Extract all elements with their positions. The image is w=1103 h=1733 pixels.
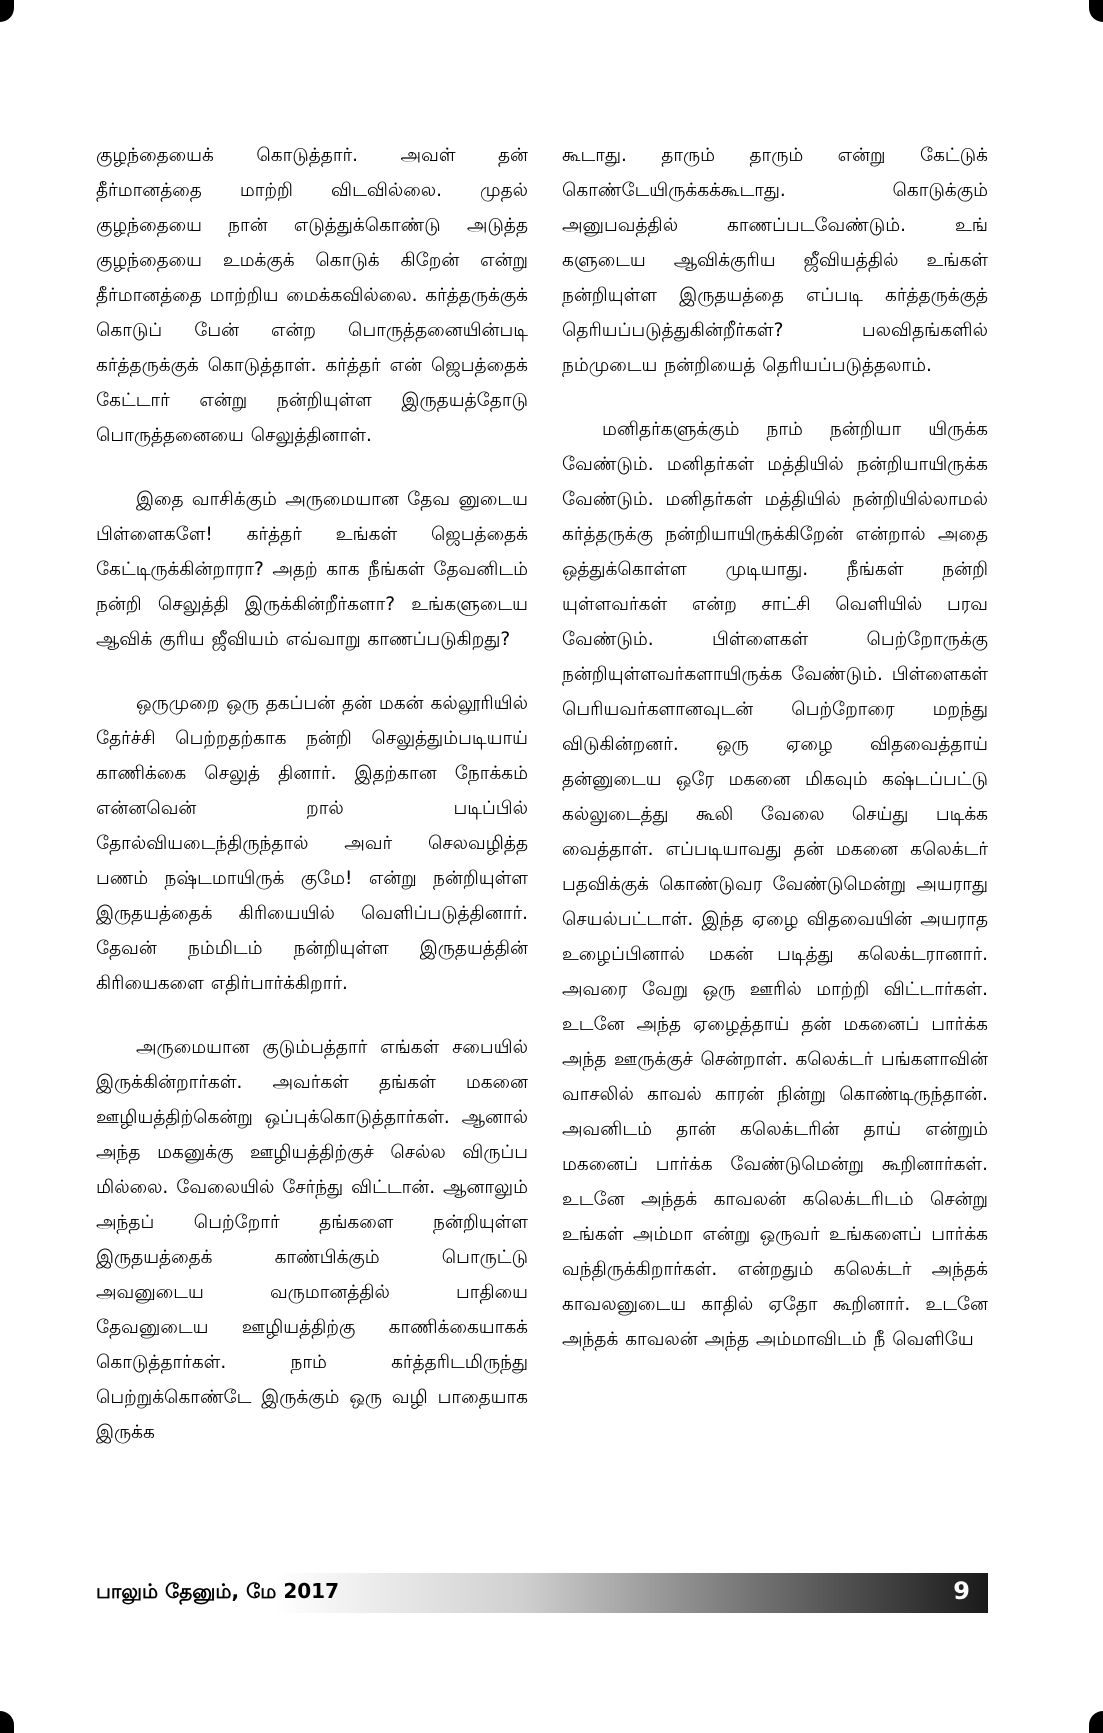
paragraph: அருமையான குடும்பத்தார் எங்கள் சபையில் இருக்கின்றார்கள். அவர்கள் தங்கள் மகனை ஊழியத்திற்கென்று ஒப்புக்கொடுத்தார்கள். ஆனால் அந்த மகனுக்கு ஊழியத்திற்குச் செல்ல விருப்ப மில்லை. வேலையில் சேர்ந்து விட்டான். ஆனாலும் அந்தப் பெற்றோர் தங்களை நன்றியுள்ள இருதயத்தைக் காண்பிக்கும் பொருட்டு அவனுடைய வருமானத்தில் பாதியை தேவனுடைய ஊழியத்திற்கு காணிக்கையாகக் கொடுத்தார்கள். நாம் கர்த்தரிடமிருந்து பெற்றுக்கொண்டே இருக்கும் ஒரு வழி பாதையாக இருக்க <box>96 1037 528 1443</box>
paragraph: இதை வாசிக்கும் அருமையான தேவ னுடைய பிள்ளைகளே! கர்த்தர் உங்கள் ஜெபத்தைக் கேட்டிருக்கின்றாரா? அதற் காக நீங்கள் தேவனிடம் நன்றி செலுத்தி இருக்கின்றீர்களா? உங்களுடைய ஆவிக் குரிய ஜீவியம் எவ்வாறு காணப்படுகிறது? <box>96 489 528 650</box>
paragraph: மனிதர்களுக்கும் நாம் நன்றியா யிருக்க வேண்டும். மனிதர்கள் மத்தியில் நன்றியாயிருக்க வேண்டும். மனிதர்கள் மத்தியில் நன்றியில்லாமல் கர்த்தருக்கு நன்றியாயிருக்கிறேன் என்றால் அதை ஒத்துக்கொள்ள முடியாது. நீங்கள் நன்றி யுள்ளவர்கள் என்ற சாட்சி வெளியில் பரவ வேண்டும். பிள்ளைகள் பெற்றோருக்கு நன்றியுள்ளவர்களாயிருக்க வேண்டும். பிள்ளைகள் பெரியவர்களானவுடன் பெற்றோரை மறந்து விடுகின்றனர். ஒரு ஏழை விதவைத்தாய் தன்னுடைய ஒரே மகனை மிகவும் கஷ்டப்பட்டு கல்லுடைத்து கூலி வேலை செய்து படிக்க வைத்தாள். எப்படியாவது தன் மகனை கலெக்டர் பதவிக்குக் கொண்டுவர வேண்டுமென்று அயராது செயல்பட்டாள். இந்த ஏழை விதவையின் அயராத உழைப்பினால் மகன் படித்து கலெக்டரானார். அவரை வேறு ஒரு ஊரில் மாற்றி விட்டார்கள். உடனே அந்த ஏழைத்தாய் தன் மகனைப் பார்க்க அந்த ஊருக்குச் சென்றாள். கலெக்டர் பங்களாவின் வாசலில் காவல் காரன் நின்று கொண்டிருந்தான். அவனிடம் தான் கலெக்டரின் தாய் என்றும் மகனைப் பார்க்க வேண்டுமென்று கூறினார்கள். உடனே அந்தக் காவலன் கலெக்டரிடம் சென்று உங்கள் அம்மா என்று ஒருவர் உங்களைப் பார்க்க வந்திருக்கிறார்கள். என்றதும் கலெக்டர் அந்தக் காவலனுடைய காதில் ஏதோ கூறினார். உடனே அந்தக் காவலன் அந்த அம்மாவிடம் நீ வெளியே <box>562 419 988 1350</box>
paragraph: குழந்தையைக் கொடுத்தார். அவள் தன் தீர்மானத்தை மாற்றி விடவில்லை. முதல் குழந்தையை நான் எடுத்துக்கொண்டு அடுத்த குழந்தையை உமக்குக் கொடுக் கிறேன் என்று தீர்மானத்தை மாற்றிய மைக்கவில்லை. கர்த்தருக்குக் கொடுப் பேன் என்ற பொருத்தனையின்படி கர்த்தருக்குக் கொடுத்தாள். கர்த்தர் என் ஜெபத்தைக் கேட்டார் என்று நன்றியுள்ள இருதயத்தோடு பொருத்தனையை செலுத்தினாள். <box>96 145 528 446</box>
page-footer <box>96 1573 988 1613</box>
paragraph: ஒருமுறை ஒரு தகப்பன் தன் மகன் கல்லூரியில் தேர்ச்சி பெற்றதற்காக நன்றி செலுத்தும்படியாய் காணிக்கை செலுத் தினார். இதற்கான நோக்கம் என்னவென் றால் படிப்பில் தோல்வியடைந்திருந்தால் அவர் செலவழித்த பணம் நஷ்டமாயிருக் குமே! என்று நன்றியுள்ள இருதயத்தைக் கிரியையில் வெளிப்படுத்தினார். தேவன் நம்மிடம் நன்றியுள்ள இருதயத்தின் கிரியைகளை எதிர்பார்க்கிறார். <box>96 693 528 994</box>
corner-mark-bottom-right <box>1089 1711 1103 1733</box>
page-number: 9 <box>953 1577 970 1605</box>
left-column <box>96 138 528 1479</box>
magazine-title: பாலும் தேனும், மே 2017 <box>96 1579 339 1603</box>
corner-mark-top-right <box>1089 0 1103 22</box>
corner-mark-top-left <box>0 0 14 22</box>
right-column <box>562 138 988 1386</box>
corner-mark-bottom-left <box>0 1711 14 1733</box>
paragraph: கூடாது. தாரும் தாரும் என்று கேட்டுக் கொண்டேயிருக்கக்கூடாது. கொடுக்கும் அனுபவத்தில் காணப்படவேண்டும். உங் களுடைய ஆவிக்குரிய ஜீவியத்தில் உங்கள் நன்றியுள்ள இருதயத்தை எப்படி கர்த்தருக்குத் தெரியப்படுத்துகின்றீர்கள்? பலவிதங்களில் நம்முடைய நன்றியைத் தெரியப்படுத்தலாம். <box>562 145 988 376</box>
